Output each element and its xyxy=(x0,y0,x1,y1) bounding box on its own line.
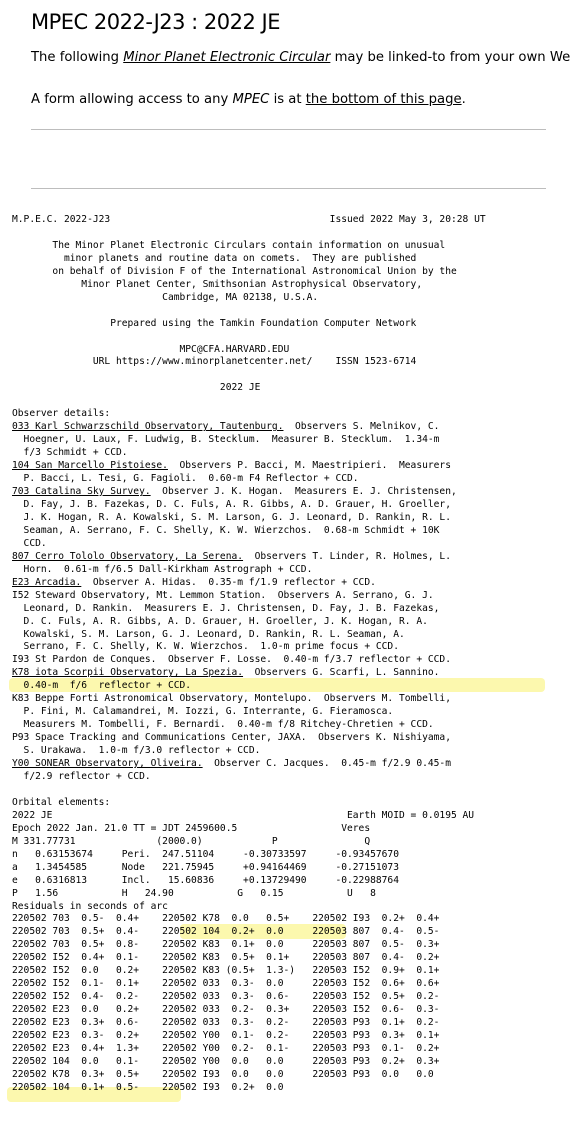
circular-line-text: Observers T. Linder, R. Holmes, L. xyxy=(243,550,451,562)
circular-line-text: Observer C. Jacques. 0.45-m f/2.9 0.45-m xyxy=(202,758,451,770)
circular-line xyxy=(12,473,359,484)
circular-line-text: CCD. xyxy=(12,537,47,549)
divider-bottom xyxy=(31,188,546,189)
circular-line-text: Minor Planet Center, Smithsonian Astrophysical Observatory, xyxy=(12,278,423,290)
linked-suffix: may be linked-to from your own We xyxy=(330,50,570,65)
circular-line-text: f/3 Schmidt + CCD. xyxy=(12,447,128,459)
circular-line-text: 2022 JE Earth MOID = 0.0195 AU xyxy=(12,809,475,821)
circular-line-text: URL https://www.minorplanetcenter.net/ ISSN 1523-6714 xyxy=(12,356,417,368)
observatory-code-link[interactable]: E23 Arcadia. xyxy=(12,576,82,588)
circular-line xyxy=(12,667,439,678)
circular-line xyxy=(12,525,439,536)
circular-line xyxy=(12,253,416,264)
circular-line xyxy=(12,1030,439,1041)
circular-line xyxy=(12,939,439,950)
circular-line xyxy=(12,356,416,367)
circular-line-text: The Minor Planet Electronic Circulars contain information on unusual xyxy=(12,239,446,251)
circular-line xyxy=(12,771,151,782)
circular-line-text: 0.40-m f/6 reflector + CCD. xyxy=(12,680,192,692)
circular-line xyxy=(12,318,416,329)
circular-line xyxy=(12,240,445,251)
circular-line xyxy=(12,862,399,873)
circular-line xyxy=(12,512,451,523)
circular-line-text: MPC@CFA.HARVARD.EDU xyxy=(12,343,290,355)
circular-line xyxy=(12,279,422,290)
circular-line-text: Cambridge, MA 02138, U.S.A. xyxy=(12,291,319,303)
circular-line xyxy=(12,1082,283,1093)
circular-line-text: 220502 104 0.0 0.1- 220502 Y00 0.0 0.0 220503 P93 0.2+ 0.3+ xyxy=(12,1055,440,1067)
circular-line xyxy=(12,434,439,445)
circular-line xyxy=(12,538,47,549)
observatory-code-link[interactable]: 807 Cerro Tololo Observatory, La Serena. xyxy=(12,550,244,562)
circular-line xyxy=(12,758,451,769)
observatory-code-link[interactable]: 104 San Marcello Pistoiese. xyxy=(12,460,168,472)
circular-line xyxy=(12,214,486,225)
circular-line xyxy=(12,616,428,627)
circular-line xyxy=(12,888,376,899)
circular-line-text: D. C. Fuls, A. R. Gibbs, A. D. Grauer, H. Groeller, J. K. Hogan, R. A. xyxy=(12,615,428,627)
form-italic: MPEC xyxy=(232,92,270,107)
circular-line-text: Seaman, A. Serrano, F. C. Shelly, K. W. Wierzchos. 0.68-m Schmidt + 10K xyxy=(12,524,440,536)
circular-line xyxy=(12,732,451,743)
page-title: MPEC 2022-J23 : 2022 JE xyxy=(31,10,281,34)
circular-line-text: P93 Space Tracking and Communications Center, JAXA. Observers K. Nishiyama, xyxy=(12,732,451,744)
circular-line xyxy=(12,292,318,303)
circular-line xyxy=(12,551,451,562)
circular-line-text: Observers S. Melnikov, C. xyxy=(283,421,440,433)
circular-line-text: Serrano, F. C. Shelly, K. W. Wierzchos. 1.0-m prime focus + CCD. xyxy=(12,641,399,653)
circular-line xyxy=(12,1043,439,1054)
circular-line-text: n 0.63153674 Peri. 247.51104 -0.30733597 -0.93457670 xyxy=(12,848,399,860)
circular-text xyxy=(12,214,486,1095)
circular-line-text: on behalf of Division F of the International Astronomical Union by the xyxy=(12,265,457,277)
circular-line xyxy=(12,641,399,652)
circular-line xyxy=(12,849,399,860)
circular-line-text: 220502 I52 0.4- 0.2- 220502 033 0.3- 0.6- 220503 I52 0.5+ 0.2- xyxy=(12,991,440,1003)
circular-line-text: P. Fini, M. Calamandrei, M. Iozzi, G. Interrante, G. Fieramosca. xyxy=(12,706,394,718)
circular-line xyxy=(12,1017,439,1028)
circular-line-text: 220502 E23 0.0 0.2+ 220502 033 0.2- 0.3+ 220503 I52 0.6- 0.3- xyxy=(12,1004,440,1016)
circular-line-text: J. K. Hogan, R. A. Kowalski, S. M. Larson, G. J. Leonard, D. Rankin, R. L. xyxy=(12,511,451,523)
circular-line-text: a 1.3454585 Node 221.75945 +0.94164469 -0.27151073 xyxy=(12,861,399,873)
circular-line-text: M 331.77731 (2000.0) P Q xyxy=(12,835,371,847)
circular-line xyxy=(12,266,457,277)
circular-line xyxy=(12,965,439,976)
circular-line xyxy=(12,991,439,1002)
observatory-code-link[interactable]: K78 iota Scorpii Observatory, La Spezia. xyxy=(12,667,244,679)
circular-line xyxy=(12,577,376,588)
circular-line xyxy=(12,952,439,963)
circular-line-text: 220502 I52 0.1- 0.1+ 220502 033 0.3- 0.0 220503 I52 0.6+ 0.6+ xyxy=(12,978,440,990)
linked-prefix: The following xyxy=(31,50,124,65)
circular-line-text: Orbital elements: xyxy=(12,796,111,808)
circular-line xyxy=(12,344,289,355)
circular-line-text: Kowalski, S. M. Larson, G. J. Leonard, D. Rankin, R. L. Seaman, A. xyxy=(12,628,405,640)
circular-line-text: I52 Steward Observatory, Mt. Lemmon Station. Observers A. Serrano, G. J. xyxy=(12,589,434,601)
circular-line xyxy=(12,460,451,471)
circular-line-text: S. Urakawa. 1.0-m f/3.0 reflector + CCD. xyxy=(12,745,261,757)
circular-line-text: e 0.6316813 Incl. 15.60836 +0.13729490 -0.22988764 xyxy=(12,874,399,886)
circular-line-text: 220502 E23 0.4+ 1.3+ 220502 Y00 0.2- 0.1- 220503 P93 0.1- 0.2+ xyxy=(12,1043,440,1054)
bottom-of-page-link[interactable]: the bottom of this page xyxy=(305,92,462,107)
circular-line xyxy=(12,603,439,614)
circular-line xyxy=(12,564,312,575)
circular-line xyxy=(12,836,370,847)
circular-line-text: 220502 E23 0.3- 0.2+ 220502 Y00 0.1- 0.2- 220503 P93 0.3+ 0.1+ xyxy=(12,1030,440,1042)
circular-line xyxy=(12,797,110,808)
circular-line-text: Horn. 0.61-m f/6.5 Dall-Kirkham Astrograph + CCD. xyxy=(12,563,313,575)
circular-line-text: K83 Beppe Forti Astronomical Observatory, Montelupo. Observers M. Tombelli, xyxy=(12,693,451,705)
circular-line xyxy=(12,499,451,510)
form-suffix: . xyxy=(461,92,466,107)
circular-line-text: 220502 703 0.5+ 0.8- 220502 K83 0.1+ 0.0 220503 807 0.5- 0.3+ xyxy=(12,939,440,951)
circular-line xyxy=(12,1056,439,1067)
circular-line-text: Observer A. Hidas. 0.35-m f/1.9 reflector + CCD. xyxy=(81,576,376,588)
circular-line-text: 220502 I52 0.0 0.2+ 220502 K83 (0.5+ 1.3-) 220503 I52 0.9+ 0.1+ xyxy=(12,965,440,977)
circular-line-text: 220502 703 0.5+ 0.4- 220502 104 0.2+ 0.0 220503 807 0.4- 0.5- xyxy=(12,926,440,938)
circular-line-text: I93 St Pardon de Conques. Observer F. Losse. 0.40-m f/3.7 reflector + CCD. xyxy=(12,654,451,666)
circular-line-text: 220502 E23 0.3+ 0.6- 220502 033 0.3- 0.2- 220503 P93 0.1+ 0.2- xyxy=(12,1017,440,1029)
circular-line-text: Prepared using the Tamkin Foundation Computer Network xyxy=(12,317,417,329)
circular-line xyxy=(12,590,434,601)
observatory-code-link[interactable]: 033 Karl Schwarzschild Observatory, Tautenburg. xyxy=(12,421,284,433)
circular-line-text: Observers P. Bacci, M. Maestripieri. Measurers xyxy=(167,460,451,472)
circular-line xyxy=(12,421,439,432)
circular-line-text: Observer J. K. Hogan. Measurers E. J. Christensen, xyxy=(150,486,457,498)
circular-line xyxy=(12,680,191,691)
circular-line-text: M.P.E.C. 2022-J23 Issued 2022 May 3, 20:28 UT xyxy=(12,214,486,225)
circular-line xyxy=(12,810,474,821)
form-mid: is at xyxy=(269,92,306,107)
circular-line xyxy=(12,408,110,419)
circular-line-text: minor planets and routine data on comets. They are published xyxy=(12,252,417,264)
circular-line-text: Measurers M. Tombelli, F. Bernardi. 0.40-m f/8 Ritchey-Chretien + CCD. xyxy=(12,719,434,731)
circular-line-text: Hoegner, U. Laux, F. Ludwig, B. Stecklum. Measurer B. Stecklum. 1.34-m xyxy=(12,434,440,446)
circular-line-text: Observers G. Scarfi, L. Sannino. xyxy=(243,667,440,679)
circular-line xyxy=(12,629,405,640)
observatory-code-link[interactable]: 703 Catalina Sky Survey. xyxy=(12,486,151,498)
circular-line-text: 2022 JE xyxy=(12,382,261,394)
form-access-paragraph xyxy=(31,92,466,107)
circular-line xyxy=(12,693,451,704)
circular-line-text: Epoch 2022 Jan. 21.0 TT = JDT 2459600.5 Veres xyxy=(12,822,371,834)
circular-line-text: Leonard, D. Rankin. Measurers E. J. Christensen, D. Fay, J. B. Fazekas, xyxy=(12,602,440,614)
circular-line xyxy=(12,447,128,458)
circular-line xyxy=(12,654,451,665)
circular-line xyxy=(12,823,370,834)
divider-top xyxy=(31,129,546,130)
circular-line-text: 220502 K78 0.3+ 0.5+ 220502 I93 0.0 0.0 220503 P93 0.0 0.0 xyxy=(12,1068,434,1080)
circular-line xyxy=(12,706,393,717)
circular-line-text: P. Bacci, L. Tesi, G. Fagioli. 0.60-m F4 Reflector + CCD. xyxy=(12,473,359,485)
observatory-code-link[interactable]: Y00 SONEAR Observatory, Oliveira. xyxy=(12,758,203,770)
circular-line-text: P 1.56 H 24.90 G 0.15 U 8 xyxy=(12,887,376,899)
circular-line xyxy=(12,745,260,756)
circular-line xyxy=(12,926,439,937)
circular-line-text: D. Fay, J. B. Fazekas, D. C. Fuls, A. R. Gibbs, A. D. Grauer, H. Groeller, xyxy=(12,498,451,510)
circular-line xyxy=(12,719,434,730)
circular-line xyxy=(12,1004,439,1015)
mpec-link[interactable]: Minor Planet Electronic Circular xyxy=(123,50,331,65)
circular-line xyxy=(12,913,439,924)
circular-line-text: 220502 I52 0.4+ 0.1- 220502 K83 0.5+ 0.1+ 220503 807 0.4- 0.2+ xyxy=(12,952,440,964)
circular-line-text: Observer details: xyxy=(12,408,111,420)
linked-to-paragraph xyxy=(31,50,570,65)
circular-line xyxy=(12,875,399,886)
circular-line-text: f/2.9 reflector + CCD. xyxy=(12,770,151,782)
circular-line xyxy=(12,486,457,497)
circular-line xyxy=(12,382,260,393)
circular-line xyxy=(12,1069,434,1080)
circular-line-text: 220502 703 0.5- 0.4+ 220502 K78 0.0 0.5+ 220502 I93 0.2+ 0.4+ xyxy=(12,913,440,925)
circular-line-text: Residuals in seconds of arc xyxy=(12,900,168,912)
circular-line xyxy=(12,901,168,912)
form-prefix: A form allowing access to any xyxy=(31,92,233,107)
circular-line xyxy=(12,978,439,989)
circular-line-text: 220502 104 0.1+ 0.5- 220502 I93 0.2+ 0.0 xyxy=(12,1081,284,1093)
